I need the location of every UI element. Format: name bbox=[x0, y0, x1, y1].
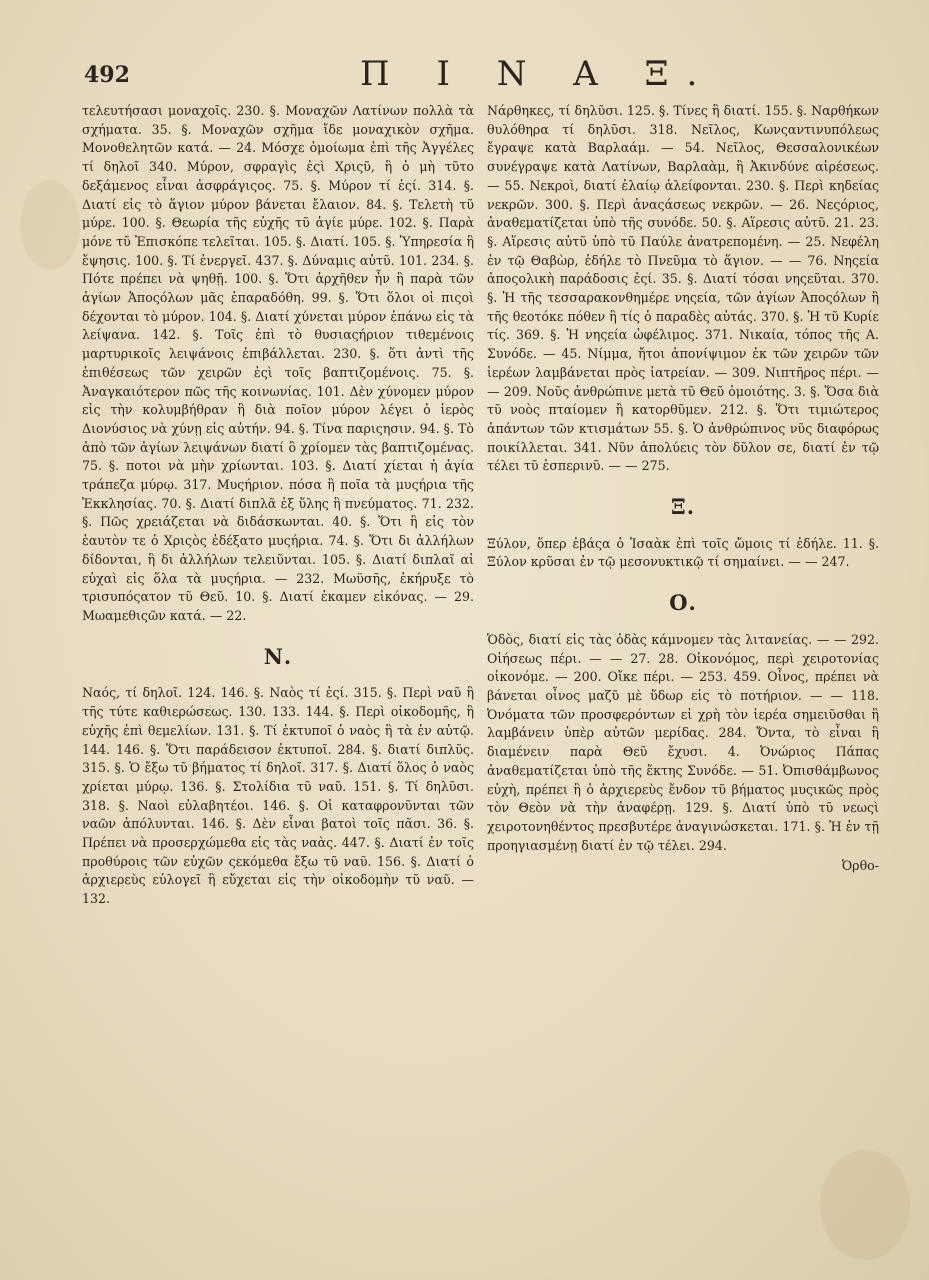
section-heading-n: Ν. bbox=[263, 643, 293, 669]
section-heading-xi: Ξ. bbox=[670, 494, 696, 520]
index-entries-n: Ναός, τί δηλοῖ. 124. 146. §. Ναὸς τί ἐςί. 315. §. Περὶ ναῦ ἣ τῆς τύτε καθιερώσεως. 130. 133. 144. §. Περὶ οἰκοδομῆς, ἣ εὐχῆς ἐπὶ θεμελίων. 131. §. Τί ἐκτυποῖ ὁ ναὸς ἣ τὰ ἐν αὐτῷ. 144. 146. §. Ὅτι παράδεισον ἐκτυποῖ. 284. §. διατί διπλῦς. 315. §. Ὁ ἔξω τῦ βήματος τί δηλοῖ. 317. §. Διατί ὅλος ὁ ναὸς χρίεται μύρῳ. 136. §. Στολίδια τῦ ναῦ. 151. §. Τί δηλῦσι. 318. §. Ναοὶ εὐλαβητέοι. 146. §. Οἱ καταφρονῦνται τῶν ναῶν ἀπόλυνται. 146. §. Δὲν εἶναι βατοὶ τοῖς πᾶσι. 36. §. Πρέπει νὰ προσερχώμεθα εἰς τὰς ναὰς. 447. §. Διατί ἐν τοῖς προθύροις τῶν εὐχῶν ςεκόμεθα ἔξω τῦ ναῦ. 156. §. Διατί ὁ ἀρχιερεὺς εὐλογεῖ ἣ εὔχεται εἰς τὴν οἰκοδομὴν τῦ ναῦ. — 132. bbox=[82, 685, 474, 907]
section-heading-o: Ο. bbox=[669, 590, 697, 616]
index-entries-m: τελευτήσασι μοναχοῖς. 230. §. Μοναχῶν Λατίνων πολλὰ τὰ σχήματα. 35. §. Μοναχῶν σχῆμα ἴδε μοναχικὸν σχῆμα. Μονοθελητῶν κατά. — 24. Μόσχε ὁμοίωμα ἐπὶ τῆς Ἀγγέλες τί δηλοῖ 340. Μύρον, σφραγὶς ἐςὶ Χριςῦ, ἣ ὁ μὴ τῦτο δεξάμενος εἶναι ἀσφράγιςος. 75. §. Μύρον τί ἐςί. 314. §. Διατί εἰς τὸ ἅγιον μύρον βάνεται ἔλαιον. 84. §. Τελετὴ τῦ μύρε. 100. §. Θεωρία τῆς εὐχῆς τῦ ἁγίε μύρε. 102. §. Παρὰ μόνε τῦ Ἐπισκόπε τελεῖται. 105. §. Διατί. 105. §. Ὑπηρεσία ἣ ἔψησις. 100. §. Τί ἐνεργεῖ. 437. §. Δύναμις αὐτῦ. 101. 234. §. Πότε πρέπει νὰ ψηθῇ. 100. §. Ὅτι ἀρχῆθεν ἦν ἣ παρὰ τῶν ἁγίων Ἀποςόλων μᾶς ἐπαραδόθη. 99. §. Ὅτι ὅλοι οἱ πιςοὶ δέχονται τὸ μύρον. 104. §. Διατί χύνεται μύρον ἐπάνω εἰς τὰ λείψανα. 142. §. Τοῖς ἐπὶ τὸ θυσιαςήριον τιθεμένοις μαρτυρικοῖς λειψάνοις ἐπιβάλλεται. 230. §. ὅτι ἀντὶ τῆς ἐπιθέσεως τῶν χειρῶν ἐςὶ τοῖς βαπτιζομένοις. 75. §. Ἀναγκαιότερον πῶς τῆς κοινωνίας. 101. Δὲν χύνομεν μύρον εἰς τὴν κολυμβήθραν ἣ διὰ ποῖον μύρον λέγει ὁ ἱερὸς Διονύσιος νὰ χύνῃ εἰς αὐτήν. 94. §. Τίνα παριςησιν. 94. §. Τὸ ἀπὸ τῶν ἁγίων λειψάνων διατί ὃ χρίομεν τὰς βαπτιζομένας. 75. §. ποτοι νὰ μὴν χρίωνται. 103. §. Διατί χίεται ἡ ἁγία τράπεζα μύρῳ. 317. Μυςήριον. πόσα ἣ ποῖα τὰ μυςήρια τῆς Ἐκκλησίας. 70. §. Διατί διπλᾶ ἐξ ὕλης ἣ πνεύματος. 71. 232. §. Πῶς χρειάζεται νὰ διδάσκωνται. 40. §. Ὅτι ἣ εἰς τὸν ἑαυτὸν τε ὁ Χριςὸς ἐδέξατο μυςήρια. 74. §. Ὅτι δι ἀλλήλων δίδονται, ἣ δι ἀλλήλων τελειῦνται. 105. §. Διατί διπλαῖ αἱ εὐχαὶ εἰς ὅλα τὰ μυςήρια. — 232. Μωϋσῆς, ἐκήρυξε τὸ τρισυπόςατον τῦ Θεῦ. 10. §. Διατί ἐκαμεν εἰκόνας. — 29. Μωαμεθιςῶν κατά. — 22. bbox=[82, 103, 474, 623]
paper-stain bbox=[820, 1150, 910, 1260]
running-head: Π Ι Ν Α Ξ. bbox=[360, 54, 716, 94]
page-number: 492 bbox=[84, 62, 130, 88]
catchword: Ὀρθο- bbox=[841, 858, 879, 874]
index-entries-xi: Ξύλον, ὅπερ ἐβάςα ὁ Ἰσαὰκ ἐπὶ τοῖς ὤμοις τί ἐδήλε. 11. §. Ξύλον κρῦσαι ἐν τῷ μεσονυκτικῷ τί σημαίνει. — — 247. bbox=[487, 535, 879, 570]
index-entries-o: Ὁδὸς, διατί εἰς τὰς ὁδὰς κάμνομεν τὰς λιτανείας. — — 292. Οἰήσεως πέρι. — — 27. 28. Οἰκονόμος, περὶ χειροτονίας οἰκονόμε. — 200. Οἴκε πέρι. — 253. 459. Οἶνος, πρέπει νὰ βάνεται οἶνος μαζῦ μὲ ὕδωρ εἰς τὸ ποτήριον. — — 118. Ὀνόματα τῶν προσφερόντων εἰ χρὴ τὸν ἱερέα σημειῦσθαι ἣ λαμβάνειν ὑπὲρ αὐτῶν μερίδας. 284. Ὄντα, τὸ εἶναι ἣ διαμένειν παρὰ Θεῦ ἔχυσι. 4. Ὀνώριος Πάπας ἀναθεματίζεται ὑπὸ τῆς ἕκτης Συνόδε. — 51. Ὀπισθάμβωνος εὐχὴ, πρέπει ἣ ὁ ἀρχιερεὺς ἔνδον τῦ βήματος μυςικῶς πρὸς τὸν Θεὸν νὰ τὴν ἀναφέρῃ. 129. §. Διατί ὑπὸ τῦ νεωςὶ χειροτονηθέντος πρεσβυτέρε ἀναγινώσκεται. 171. §. Ἡ ἐν τῇ προηγιασμένῃ διατί ἐν τῷ τέλει. 294. bbox=[487, 631, 879, 853]
left-column bbox=[82, 102, 474, 909]
index-entries-n-continued: Νάρθηκες, τί δηλῦσι. 125. §. Τίνες ἣ διατί. 155. §. Ναρθήκων θυλόθηρα τί δηλῦσι. 318. Νεῖλος, Κωνςαντινυπόλεως ἔγραψε κατὰ Βαρλαάμ. — 54. Νεῖλος, Θεσσαλονικέων συνέγραψε κατὰ Λατίνων, Βαρλαὰμ, ἣ Ἀκινδύνε αἱρέσεως. — 55. Νεκροὶ, διατί ἐλαίῳ ἀλείφονται. 230. §. Περὶ κηδείας νεκρῶν. 300. §. Περὶ ἀναςάσεως νεκρῶν. — 26. Νεςόριος, ἀναθεματίζεται ὑπὸ τῆς συνόδε. 50. §. Αἵρεσις αὐτῦ. 21. 23. §. Αἵρεσις αὐτῦ ὑπὸ τῦ Παύλε ἀνατρεπομένη. — 25. Νεφέλη ἐν τῷ Θαβὼρ, ἐδήλε τὸ Πνεῦμα τὸ ἅγιον. — — 76. Νηςεία ἀποςολικὴ παράδοσις ἐςί. 35. §. Διατί τόσαι νηςεῦται. 370. §. Ἡ τῆς τεσσαρακονθημέρε νηςεία, τῶν ἁγίων Ἀποςόλων ἣ τῆς θεοτόκε πόθεν ἣ τίς ὁ παραδὲς αὐτάς. 370. §. Ἡ τῦ Κυρίε τίς. 369. §. Ἡ νηςεία ὠφέλιμος. 371. Νικαία, τόπος τῆς Α. Συνόδε. — 45. Νίμμα, ἤτοι ἀπονίψιμον ἐκ τῶν χειρῶν τῶν ἱερέων λαμβάνεται πρὸς ἰατρείαν. — 309. Νιπτῆρος πέρι. — — 209. Νοῦς ἀνθρώπινε μετὰ τῦ Θεῦ ὁμοιότης. 3. §. Ὅσα διὰ τῦ νοὸς πταίομεν ἢ κατορθῦμεν. 212. §. Ὅτι τιμιώτερος ἁπάντων τῶν κτισμάτων 55. §. Ὁ ἀνθρώπινος νῦς διαφόρως ποικίλλεται. 341. Νῦν ἀπολύεις τὸν δῦλον σε, διατί ἐν τῷ τέλει τῦ ἑσπερινῦ. — — 275. bbox=[487, 103, 879, 474]
right-column bbox=[487, 102, 879, 876]
paper-stain bbox=[20, 180, 80, 270]
